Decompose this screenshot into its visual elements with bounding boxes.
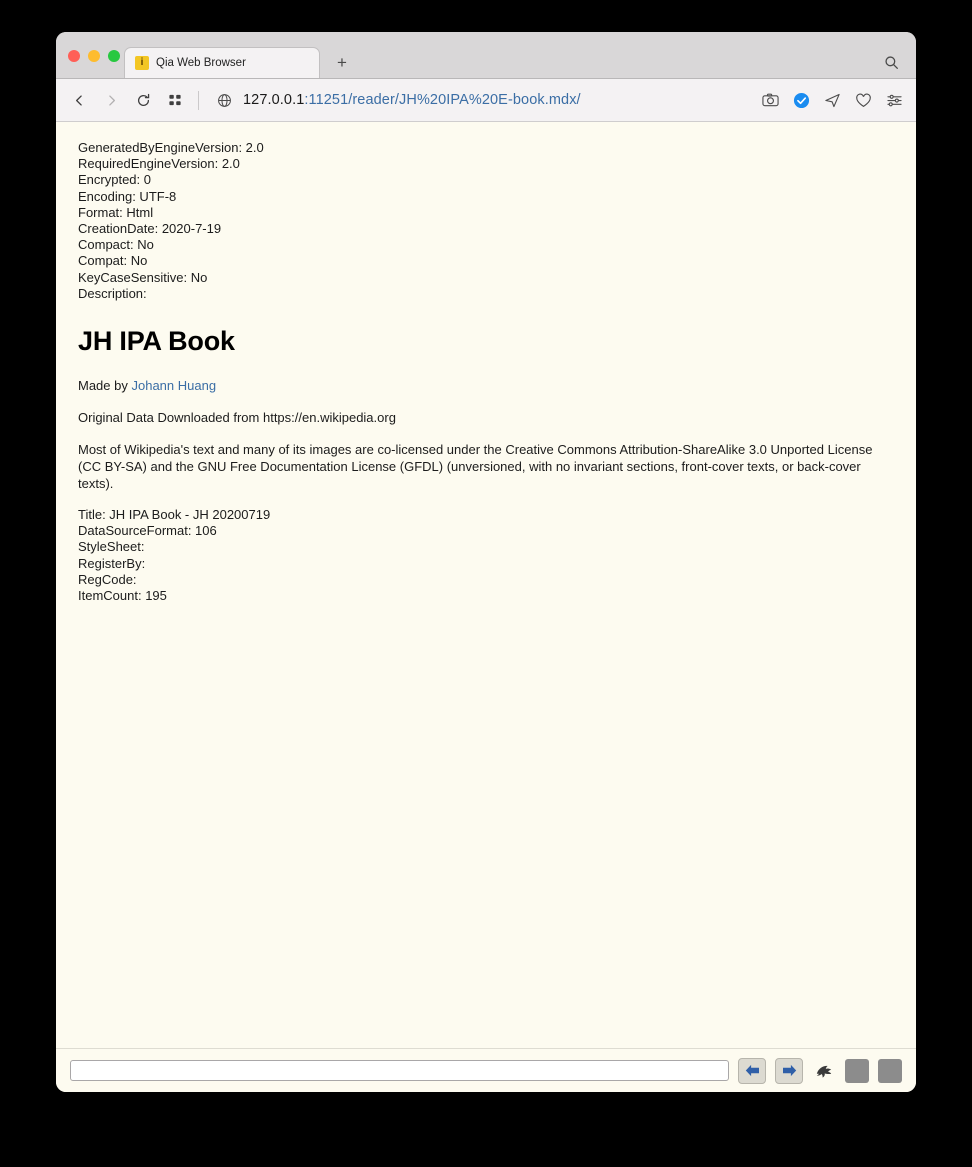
meta-line: Encoding: UTF-8	[78, 188, 177, 204]
send-icon[interactable]	[823, 91, 842, 110]
url-path: :11251/reader/JH%20IPA%20E-book.mdx/	[304, 92, 581, 108]
made-by-prefix: Made by	[78, 378, 132, 394]
meta-line: RequiredEngineVersion: 2.0	[78, 156, 240, 172]
forward-button[interactable]	[100, 89, 122, 111]
navigation-toolbar	[56, 79, 916, 122]
toolbar-actions	[755, 91, 904, 110]
title-bar	[56, 32, 916, 79]
prev-entry-button[interactable]	[738, 1058, 766, 1084]
heart-icon[interactable]	[854, 91, 873, 110]
square-button-2[interactable]	[878, 1059, 902, 1083]
meta-line: Encrypted: 0	[78, 172, 151, 188]
book-favicon: i	[135, 56, 149, 70]
meta-bottom-block	[78, 507, 894, 604]
zoom-window-button[interactable]	[108, 50, 120, 62]
browser-tab[interactable]	[124, 47, 320, 78]
meta-line: DataSourceFormat: 106	[78, 523, 217, 539]
meta-top-block	[78, 140, 894, 302]
next-entry-button[interactable]	[775, 1058, 803, 1084]
window-controls	[68, 50, 120, 62]
minimize-window-button[interactable]	[88, 50, 100, 62]
tab-overview-icon[interactable]	[164, 89, 186, 111]
back-button[interactable]	[68, 89, 90, 111]
url-text	[243, 92, 581, 108]
meta-line: KeyCaseSensitive: No	[78, 269, 208, 285]
source-line: Original Data Downloaded from https://en.wikipedia.org	[78, 410, 396, 426]
tab-title: Qia Web Browser	[156, 57, 246, 69]
meta-line: Format: Html	[78, 204, 154, 220]
reader-settings-icon[interactable]	[885, 91, 904, 110]
toolbar-divider	[198, 91, 199, 110]
meta-line: Title: JH IPA Book - JH 20200719	[78, 507, 271, 523]
meta-line: GeneratedByEngineVersion: 2.0	[78, 140, 264, 155]
camera-icon[interactable]	[761, 91, 780, 110]
reader-bottom-bar	[56, 1048, 916, 1092]
close-window-button[interactable]	[68, 50, 80, 62]
made-by-line	[78, 377, 894, 394]
browser-window	[56, 32, 916, 1092]
reload-button[interactable]	[132, 89, 154, 111]
meta-line: RegisterBy:	[78, 555, 146, 571]
meta-line: Compact: No	[78, 237, 154, 253]
square-button-1[interactable]	[845, 1059, 869, 1083]
new-tab-button[interactable]: +	[337, 52, 347, 72]
globe-icon	[215, 91, 234, 110]
author-link[interactable]: Johann Huang	[131, 378, 217, 394]
search-icon[interactable]	[880, 51, 902, 73]
page-content	[56, 122, 916, 1048]
meta-line: Compat: No	[78, 253, 148, 269]
license-text: Most of Wikipedia's text and many of its images are co-licensed under the Creative Commons Attribution-ShareAlike 3.0 Unported License (CC BY-SA) and the GNU Free Documentation License (GFDL) (unversioned, with no invariant sections, front-cover texts, or back-cover texts).	[78, 442, 873, 492]
url-host: 127.0.0.1	[243, 92, 305, 108]
page-title: JH IPA Book	[78, 326, 235, 357]
meta-line: RegCode:	[78, 571, 137, 587]
meta-line: Description:	[78, 285, 147, 301]
bird-button[interactable]	[812, 1059, 836, 1083]
search-input[interactable]	[70, 1060, 729, 1081]
meta-line: StyleSheet:	[78, 539, 145, 555]
address-bar[interactable]	[211, 86, 745, 114]
meta-line: CreationDate: 2020-7-19	[78, 221, 222, 237]
meta-line: ItemCount: 195	[78, 588, 167, 604]
shield-check-icon[interactable]	[792, 91, 811, 110]
